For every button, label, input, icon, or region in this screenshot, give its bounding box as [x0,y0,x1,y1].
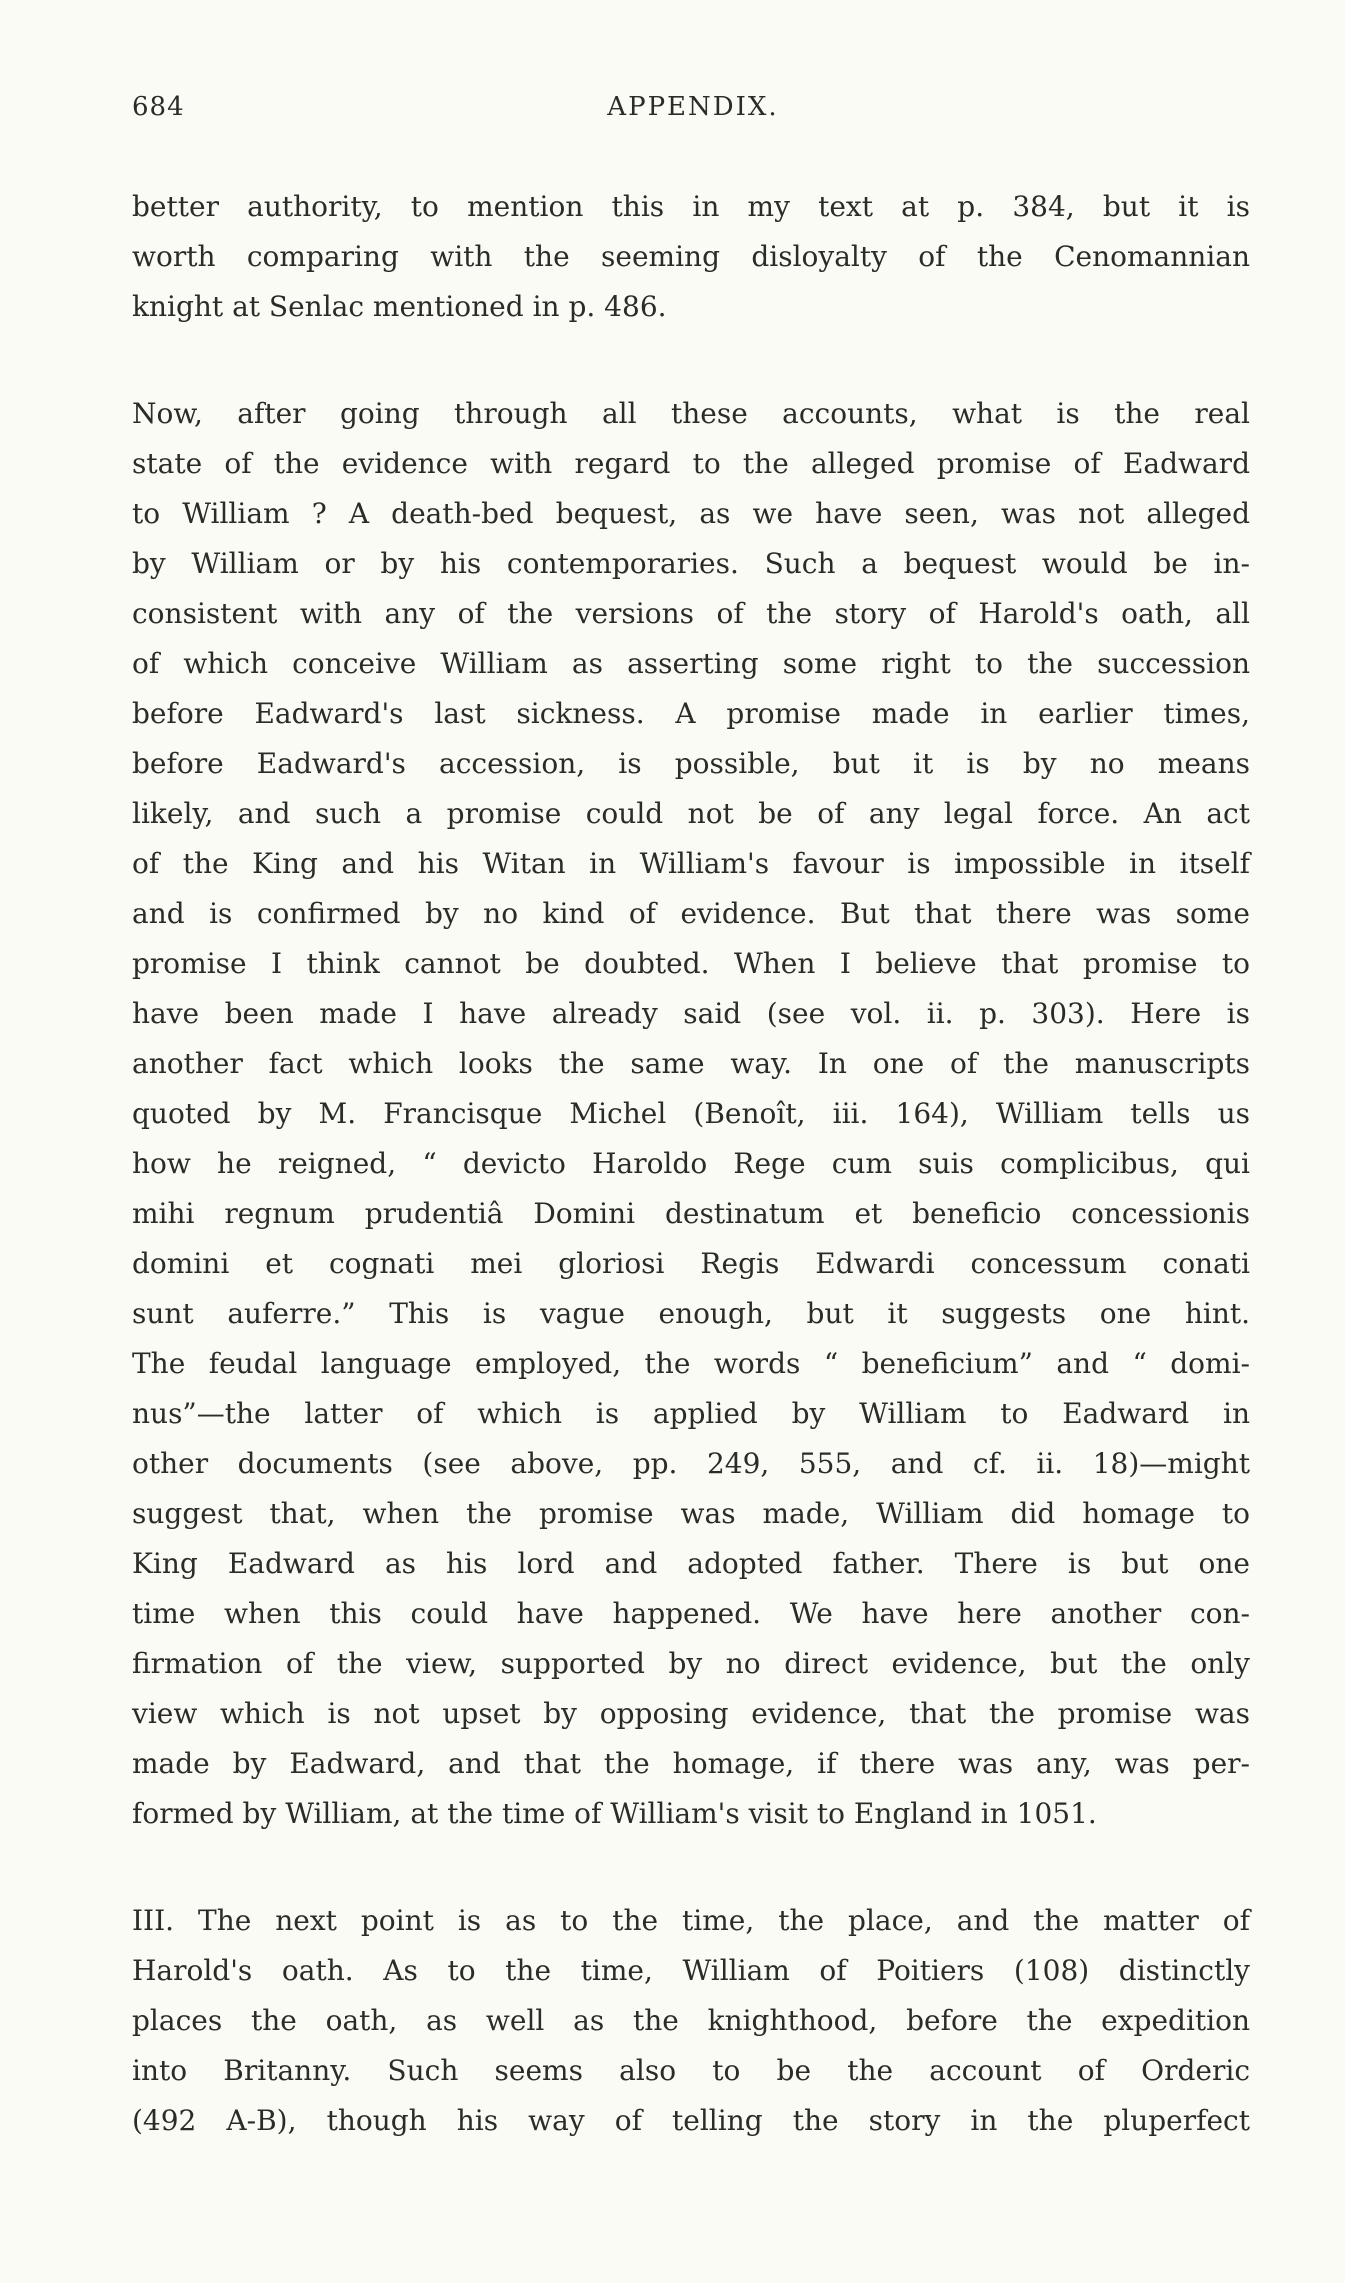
running-title: APPENDIX. [607,92,779,122]
text-line: Now, after going through all these accounts, what is the real [132,397,1250,430]
text-line: before Eadward's last sickness. A promise made in earlier times, [132,697,1250,730]
text-line: by William or by his contemporaries. Such a bequest would be in- [132,547,1250,580]
text-line: to William ? A death-bed bequest, as we have seen, was not alleged [132,497,1250,530]
paragraph-gap [132,1839,1250,1896]
paragraph-gap [132,332,1250,389]
paragraph-promise-evidence [132,389,1250,1839]
text-line: Harold's oath. As to the time, William of Poitiers (108) distinctly [132,1954,1250,1987]
text-line: likely, and such a promise could not be of any legal force. An act [132,797,1250,830]
text-line: suggest that, when the promise was made, William did homage to [132,1497,1250,1530]
text-line: knight at Senlac mentioned in p. 486. [132,290,667,323]
body-text [132,182,1250,2146]
text-line: into Britanny. Such seems also to be the account of Orderic [132,2054,1250,2087]
text-line: of which conceive William as asserting some right to the succession [132,647,1250,680]
text-line: sunt auferre.” This is vague enough, but it suggests one hint. [132,1297,1250,1330]
text-line: places the oath, as well as the knighthood, before the expedition [132,2004,1250,2037]
text-line: (492 A-B), though his way of telling the story in the pluperfect [132,2104,1250,2137]
text-line: nus”—the latter of which is applied by William to Eadward in [132,1397,1250,1430]
text-line: better authority, to mention this in my text at p. 384, but it is [132,190,1250,223]
running-head [132,92,1254,132]
text-line: promise I think cannot be doubted. When I believe that promise to [132,947,1250,980]
text-line: King Eadward as his lord and adopted father. There is but one [132,1547,1250,1580]
text-line: another fact which looks the same way. In one of the manuscripts [132,1047,1250,1080]
text-line: mihi regnum prudentiâ Domini destinatum et beneficio concessionis [132,1197,1250,1230]
text-line: how he reigned, “ devicto Haroldo Rege cum suis complicibus, qui [132,1147,1250,1180]
text-line: consistent with any of the versions of the story of Harold's oath, all [132,597,1250,630]
page-number: 684 [132,92,185,122]
text-line: have been made I have already said (see vol. ii. p. 303). Here is [132,997,1250,1030]
text-line: formed by William, at the time of William's visit to England in 1051. [132,1797,1097,1830]
text-line: firmation of the view, supported by no direct evidence, but the only [132,1647,1250,1680]
text-line: quoted by M. Francisque Michel (Benoît, iii. 164), William tells us [132,1097,1250,1130]
text-line: other documents (see above, pp. 249, 555, and cf. ii. 18)—might [132,1447,1250,1480]
text-line: before Eadward's accession, is possible, but it is by no means [132,747,1250,780]
text-line: domini et cognati mei gloriosi Regis Edwardi concessum conati [132,1247,1250,1280]
text-line: view which is not upset by opposing evidence, that the promise was [132,1697,1250,1730]
text-line: III. The next point is as to the time, the place, and the matter of [132,1904,1250,1937]
paragraph-harolds-oath [132,1896,1250,2146]
paragraph-continuation [132,182,1250,332]
text-line: state of the evidence with regard to the alleged promise of Eadward [132,447,1250,480]
text-line: of the King and his Witan in William's favour is impossible in itself [132,847,1250,880]
text-line: time when this could have happened. We have here another con- [132,1597,1250,1630]
text-line: The feudal language employed, the words “ beneficium” and “ domi- [132,1347,1250,1380]
text-line: and is confirmed by no kind of evidence. But that there was some [132,897,1250,930]
text-line: made by Eadward, and that the homage, if there was any, was per- [132,1747,1250,1780]
text-line: worth comparing with the seeming disloyalty of the Cenomannian [132,240,1250,273]
